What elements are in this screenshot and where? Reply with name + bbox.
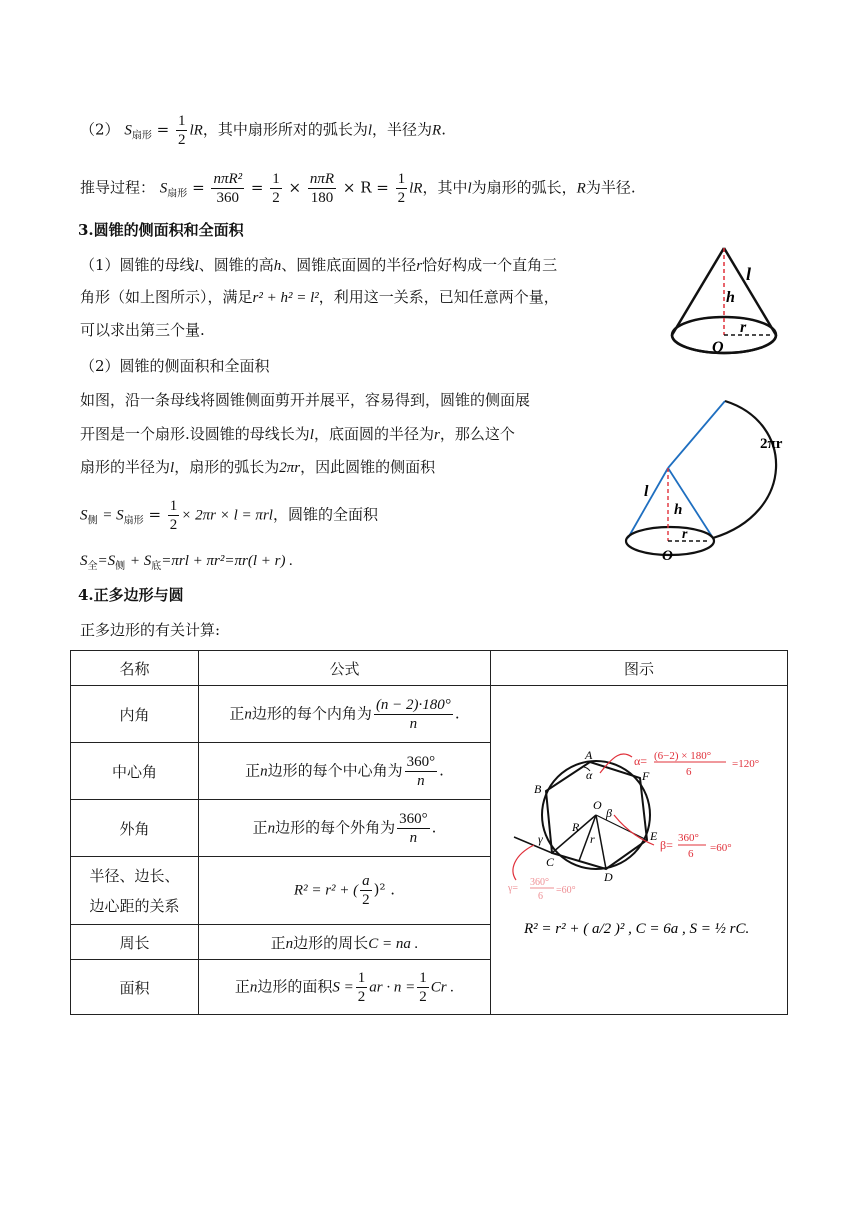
section3-paragraph-5: 如图，沿一条母线将圆锥侧面剪开并展平，容易得到，圆锥的侧面展 bbox=[80, 391, 531, 409]
alpha-label: α bbox=[586, 768, 593, 782]
cone-l-label: l bbox=[746, 264, 752, 284]
section3-paragraph-1: （1）圆锥的母线l、圆锥的高h、圆锥底面圆的半径r恰好构成一个直角三 bbox=[80, 256, 558, 274]
beta-formula-den: 6 bbox=[688, 848, 694, 860]
section-3-heading: 3.圆锥的侧面积和全面积 bbox=[78, 221, 244, 239]
lateral-area-formula: $S_侧 = S_{扇形}$ = $\frac{1}{2}$ × 2πr × l = πrl，圆锥的全面积 bbox=[80, 498, 378, 533]
cone-h-label: h bbox=[726, 289, 735, 306]
section3-paragraph-4: （2）圆锥的侧面积和全面积 bbox=[80, 357, 270, 375]
gamma-formula-result: =60° bbox=[556, 885, 576, 896]
polygon-table bbox=[70, 650, 788, 1015]
cone-diagram bbox=[666, 240, 786, 360]
alpha-formula-den: 6 bbox=[686, 766, 692, 778]
section-4-heading: 4.正多边形与圆 bbox=[78, 586, 184, 604]
vertex-d-label: D bbox=[604, 870, 613, 884]
arc-length-label: 2πr bbox=[760, 436, 783, 452]
alpha-formula-result: =120° bbox=[732, 758, 760, 770]
vertex-a-label: A bbox=[585, 748, 593, 762]
unrolled-r-label: r bbox=[682, 527, 688, 542]
vertex-b-label: B bbox=[534, 782, 542, 796]
fraction-npir2-360: $\frac{\text{nπR²}}{360}$ bbox=[213, 171, 243, 206]
fraction-one-half: $\frac{1}{2}$ bbox=[177, 113, 186, 148]
inscribed-hexagon-figure bbox=[494, 745, 784, 955]
unrolled-h-label: h bbox=[674, 502, 683, 518]
radius-r-label: R bbox=[572, 820, 580, 834]
apothem-r-label: r bbox=[590, 832, 595, 846]
total-area-formula: $S_全=S_侧 + S_底=\pi rl + \pi r^2=\pi r(l + r)$ . bbox=[80, 553, 293, 572]
table-row: 内角 正n边形的每个内角为 $\frac{(n - 2)\cdot 180^\circ}{n}$ . A B C D E F O R r α β γ α= (6−2) × 180° 6 =120° β= 360° 6 =60° γ= 360° 6 =60° R² = r² + ( a/2 )² , C = 6a , S = ½ rC. bbox=[71, 686, 788, 743]
section3-paragraph-2: 角形（如上图所示），满足r² + h² = l²，利用这一关系，已知任意两个量， bbox=[80, 288, 559, 306]
gamma-formula-num: 360° bbox=[530, 877, 549, 888]
table-row: 半径、边长、 边心距的关系 R² = r² + ( $\frac{a}{2}$ )² . bbox=[71, 857, 788, 925]
alpha-formula-num: (6−2) × 180° bbox=[654, 750, 712, 762]
beta-formula-num: 360° bbox=[678, 832, 699, 844]
beta-formula-prefix: β= bbox=[660, 838, 673, 852]
table-row: 面积 正n边形的面积S = $\frac{1}{2}$ ar · n = $\frac{1}{2}$ Cr . bbox=[71, 960, 788, 1015]
table-row: 周长 正n边形的周长C = na . bbox=[71, 925, 788, 960]
section3-paragraph-7: 扇形的半径为l，扇形的弧长为2πr，因此圆锥的侧面积 bbox=[80, 458, 436, 476]
center-o-label: O bbox=[593, 798, 602, 812]
vertex-f-label: F bbox=[642, 769, 650, 783]
cone-unrolled-diagram bbox=[620, 393, 800, 568]
fraction-npir-180: $\frac{\text{nπR}}{180}$ bbox=[309, 171, 335, 206]
beta-formula-result: =60° bbox=[710, 842, 732, 854]
gamma-formula-den: 6 bbox=[538, 891, 543, 902]
beta-label: β bbox=[606, 806, 612, 820]
sector-formula-line: （2） $S_{扇形}$ = $\frac{1}{2}$ lR，其中扇形所对的弧长为l，半径为R. bbox=[80, 113, 446, 148]
fraction-half-2: $\frac{1}{2}$ bbox=[397, 171, 406, 206]
section4-intro: 正多边形的有关计算: bbox=[80, 621, 221, 639]
unrolled-o-label: O bbox=[662, 548, 673, 564]
table-row: 中心角 正n边形的每个中心角为 $\frac{360^\circ}{n}$ . bbox=[71, 743, 788, 800]
table-header-row bbox=[71, 651, 788, 686]
polygon-figure-cell bbox=[491, 686, 788, 1015]
header-name: 名称 bbox=[71, 651, 199, 686]
derivation-line: 推导过程： $S_{扇形}$ = $\frac{\text{nπR²}}{360}$ = $\frac{1}{2}$ × $\frac{\text{nπR}}{180}$ × R = $\frac{1}{2}$ lR，其中l为扇形的弧长，R为半径. bbox=[80, 171, 636, 206]
gamma-label: γ bbox=[538, 832, 543, 846]
section3-paragraph-3: 可以求出第三个量. bbox=[80, 321, 205, 339]
unrolled-l-label: l bbox=[644, 483, 649, 500]
alpha-formula-prefix: α= bbox=[634, 754, 648, 768]
header-formula: 公式 bbox=[199, 651, 491, 686]
vertex-e-label: E bbox=[650, 829, 658, 843]
hexagon-summary-formula: R² = r² + ( a/2 )² , C = 6a , S = ½ rC. bbox=[524, 921, 750, 937]
cone-r-label: r bbox=[740, 319, 747, 336]
cone-o-label: O bbox=[712, 339, 724, 356]
table-row: 外角 正n边形的每个外角为 $\frac{360^\circ}{n}$ . bbox=[71, 800, 788, 857]
gamma-formula-prefix: γ= bbox=[508, 883, 519, 894]
header-figure: 图示 bbox=[491, 651, 788, 686]
section3-paragraph-6: 开图是一个扇形.设圆锥的母线长为l，底面圆的半径为r，那么这个 bbox=[80, 425, 515, 443]
fraction-half: $\frac{1}{2}$ bbox=[272, 171, 280, 206]
vertex-c-label: C bbox=[546, 855, 555, 869]
fraction-half-lateral: $\frac{1}{2}$ bbox=[169, 498, 178, 533]
